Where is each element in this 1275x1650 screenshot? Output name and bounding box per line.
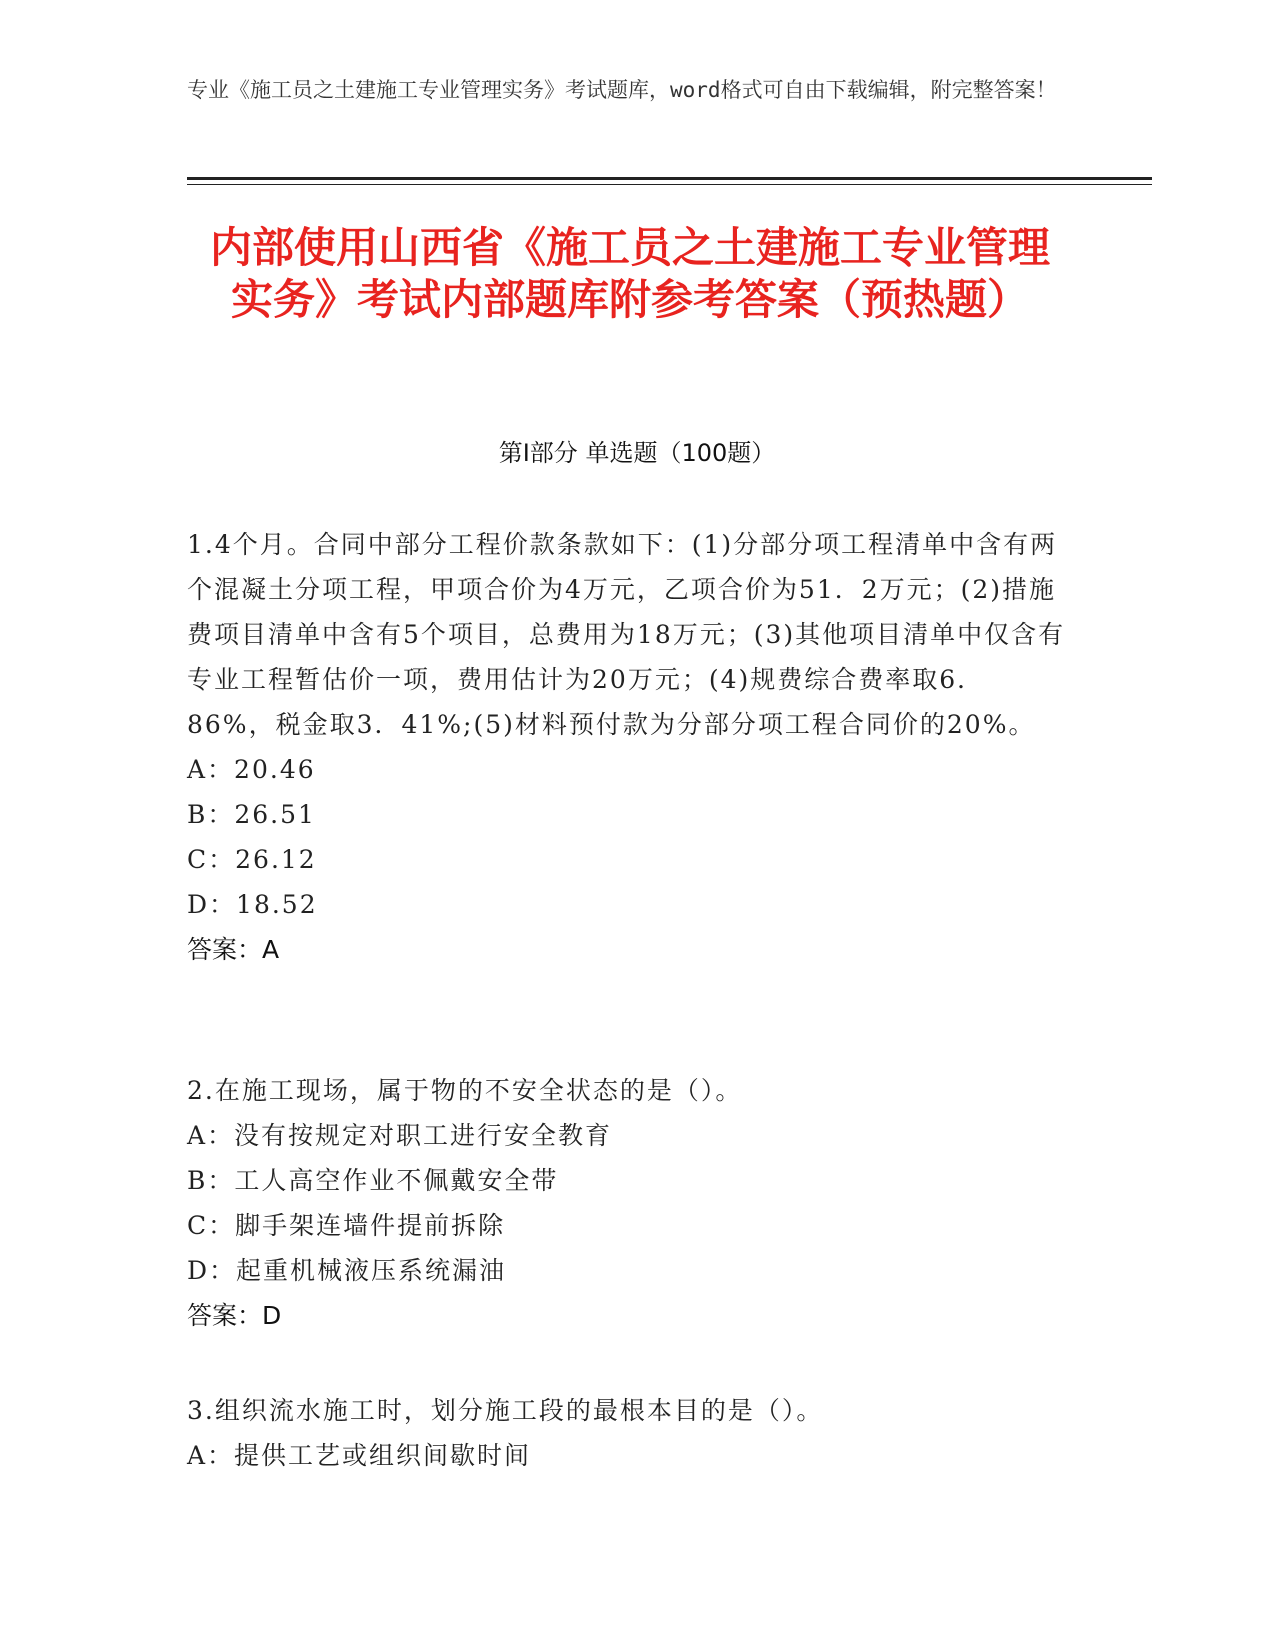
question-1 [187,522,1072,972]
question-text: 1.4个月。合同中部分工程价款条款如下：(1)分部分项工程清单中含有两个混凝土分项工程，甲项合价为4万元，乙项合价为51．2万元；(2)措施费项目清单中含有5个项目，总费用为18万元；(3)其他项目清单中仅含有专业工程暂估价一项，费用估计为20万元；(4)规费综合费率取6．86%，税金取3．41%;(5)材料预付款为分部分项工程合同价的20%。 [187,530,1066,739]
option-a: A：没有按规定对职工进行安全教育 [187,1121,613,1150]
question-3 [187,1388,1072,1478]
answer-label: 答案：D [187,1301,282,1330]
option-b: B：工人高空作业不佩戴安全带 [187,1166,559,1195]
option-d: D：起重机械液压系统漏油 [187,1256,507,1285]
header-divider-thin [187,184,1152,185]
answer-label: 答案：A [187,935,280,964]
document-title: 内部使用山西省《施工员之土建施工专业管理实务》考试内部题库附参考答案（预热题） [209,223,1050,324]
question-text: 2.在施工现场，属于物的不安全状态的是（）。 [187,1076,743,1105]
option-c: C：脚手架连墙件提前拆除 [187,1211,506,1240]
header-note: 专业《施工员之土建施工专业管理实务》考试题库，word格式可自由下载编辑，附完整答案！ [187,78,1057,102]
question-text: 3.组织流水施工时，划分施工段的最根本目的是（）。 [187,1396,824,1425]
option-a: A：提供工艺或组织间歇时间 [187,1441,532,1470]
question-2 [187,1068,1072,1338]
header-divider-thick [187,177,1152,180]
option-d: D：18.52 [187,890,318,919]
option-a: A：20.46 [187,755,316,784]
section-title: 第I部分 单选题（100题） [498,439,776,467]
option-c: C：26.12 [187,845,317,874]
option-b: B：26.51 [187,800,316,829]
